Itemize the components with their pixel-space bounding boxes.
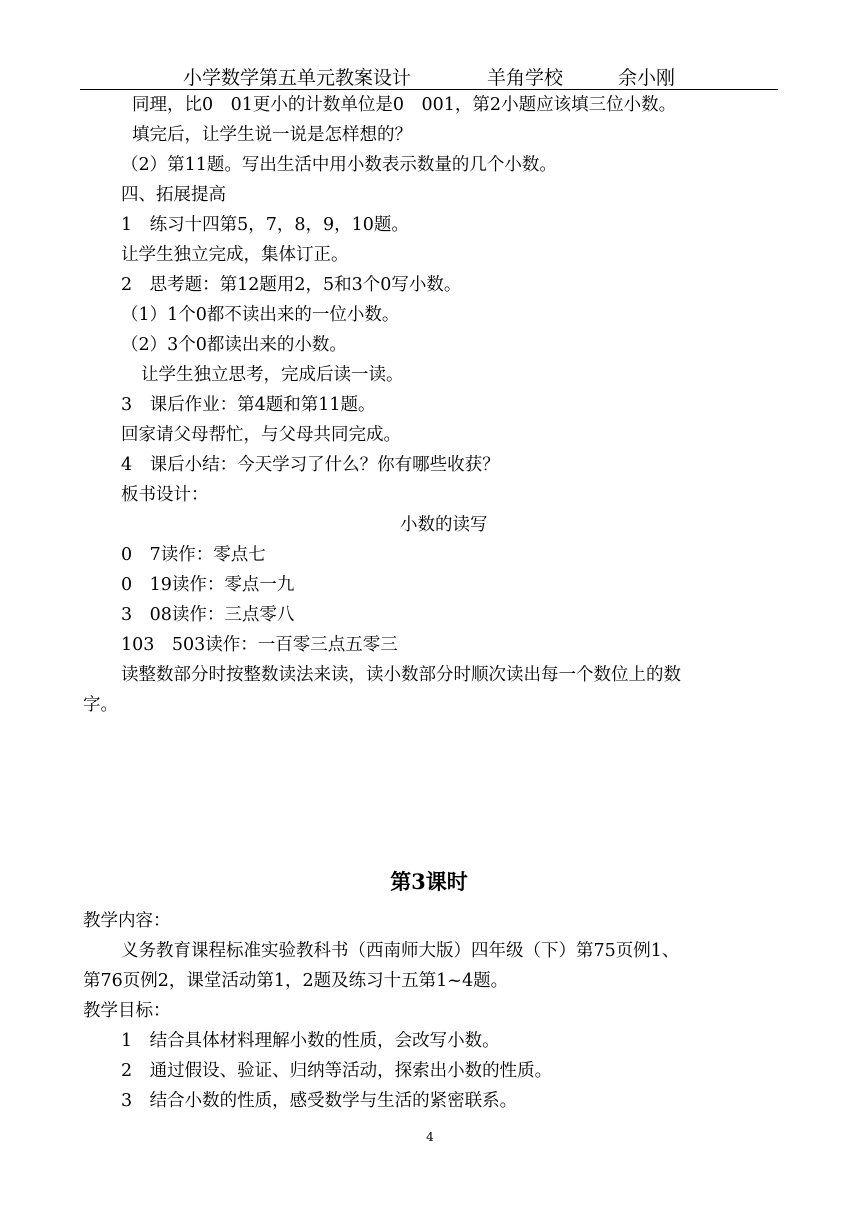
text-line: 同理，比0 01更小的计数单位是0 001，第2小题应该填三位小数。 — [132, 95, 677, 115]
text-line: 义务教育课程标准实验教科书（西南师大版）四年级（下）第75页例1、 — [121, 941, 680, 961]
lesson-title: 第3课时 — [390, 869, 468, 894]
text-line: 板书设计： — [121, 485, 209, 505]
section-label: 教学目标： — [83, 1001, 171, 1021]
header-school: 羊角学校 — [487, 67, 564, 89]
header-author: 余小刚 — [618, 67, 676, 89]
page-header — [80, 63, 778, 90]
section-heading: 四、拓展提高 — [121, 185, 226, 205]
text-line: 回家请父母帮忙，与父母共同完成。 — [121, 425, 401, 445]
text-line: 103 503读作：一百零三点五零三 — [121, 635, 398, 655]
text-line: 0 19读作：零点一九 — [121, 575, 295, 595]
header-title: 小学数学第五单元教案设计 — [183, 67, 412, 89]
text-line: 读整数部分时按整数读法来读，读小数部分时顺次读出每一个数位上的数 — [121, 665, 681, 685]
text-line: 3 08读作：三点零八 — [121, 605, 295, 625]
text-line: 3 结合小数的性质，感受数学与生活的紧密联系。 — [121, 1091, 518, 1111]
text-line: 3 课后作业：第4题和第11题。 — [121, 395, 376, 415]
text-line: 1 练习十四第5，7，8，9，10题。 — [121, 215, 409, 235]
text-line: （2）第11题。写出生活中用小数表示数量的几个小数。 — [121, 155, 557, 175]
text-line: 填完后，让学生说一说是怎样想的？ — [132, 125, 412, 145]
section-label: 教学内容： — [83, 911, 171, 931]
text-line: 1 结合具体材料理解小数的性质，会改写小数。 — [121, 1031, 500, 1051]
text-line: 让学生独立思考，完成后读一读。 — [141, 365, 404, 385]
text-line: 4 课后小结：今天学习了什么？你有哪些收获？ — [121, 455, 500, 475]
page-number: 4 — [426, 1130, 434, 1144]
text-line: 第76页例2，课堂活动第1，2题及练习十五第1~4题。 — [83, 971, 509, 991]
text-line: 2 思考题：第12题用2，5和3个0写小数。 — [121, 275, 462, 295]
text-line: 0 7读作：零点七 — [121, 545, 266, 565]
text-line: 字。 — [83, 695, 118, 715]
text-line: 2 通过假设、验证、归纳等活动，探索出小数的性质。 — [121, 1061, 553, 1081]
board-title: 小数的读写 — [400, 515, 488, 535]
text-line: 让学生独立完成，集体订正。 — [121, 245, 349, 265]
text-line: （1）1个0都不读出来的一位小数。 — [121, 305, 400, 325]
text-line: （2）3个0都读出来的小数。 — [121, 335, 347, 355]
